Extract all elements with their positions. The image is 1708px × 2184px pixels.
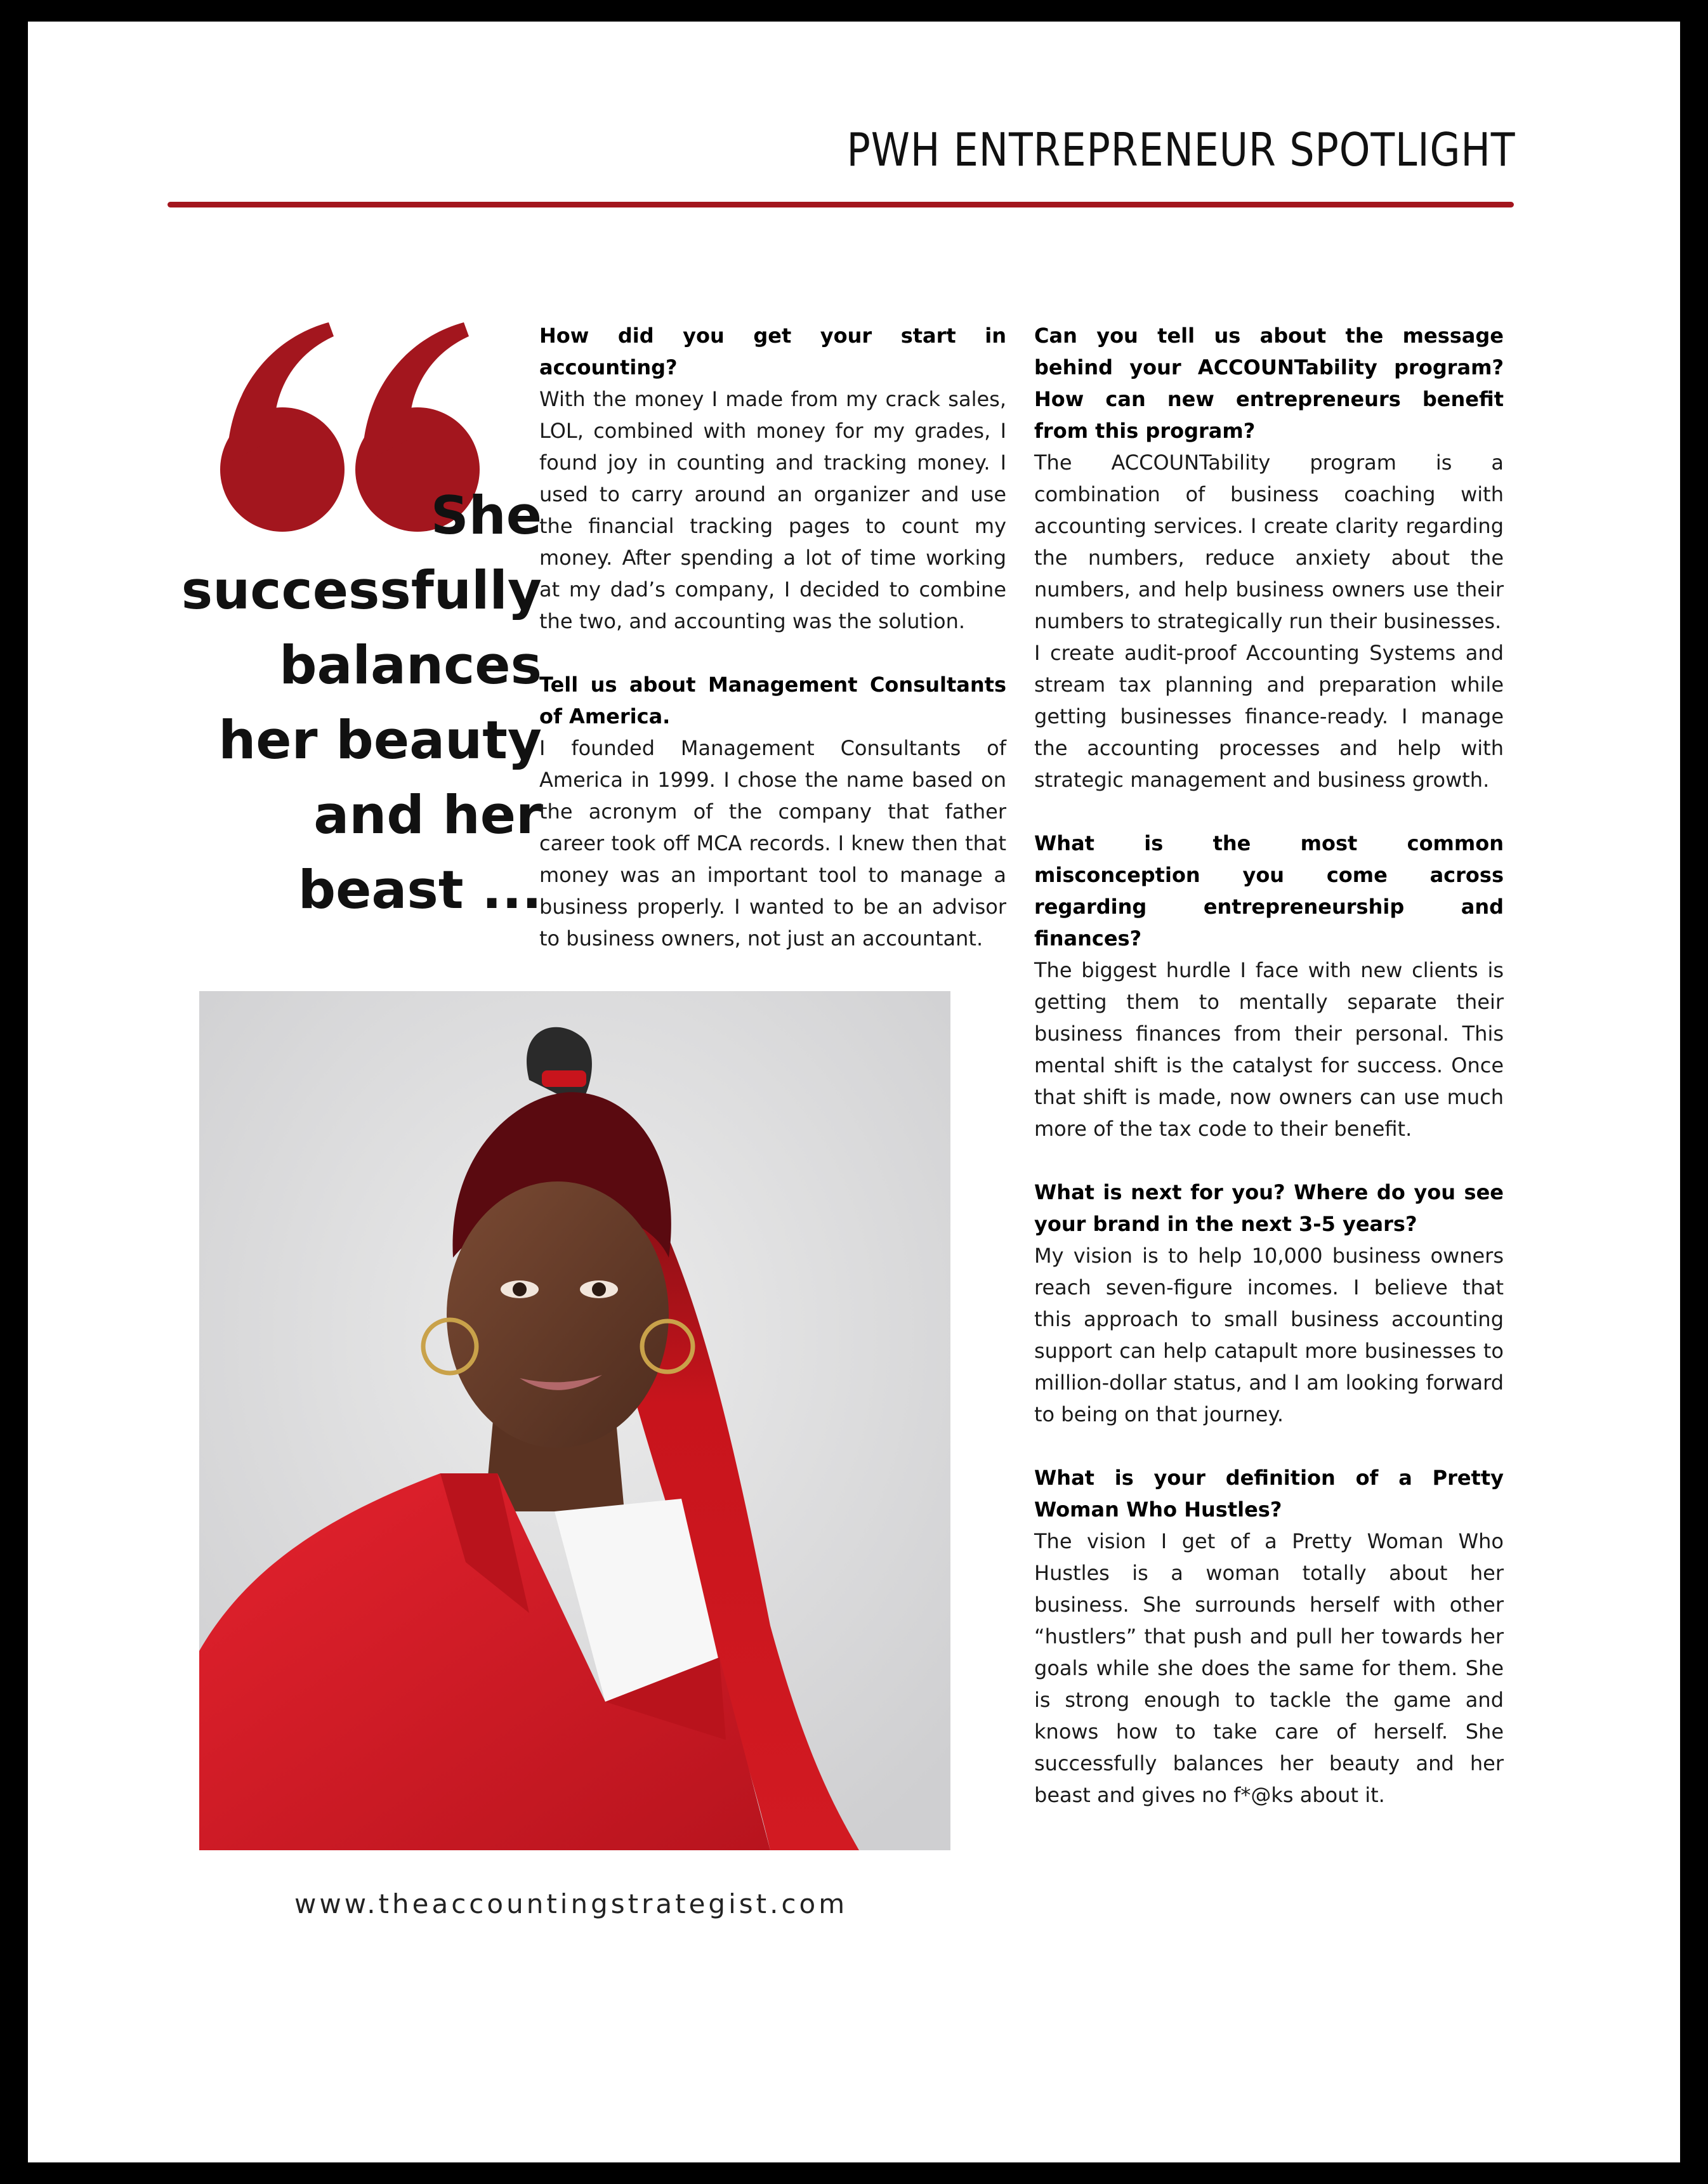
interview-answer: I create audit-proof Accounting Systems and stream tax planning and preparation while getting businesses finance-ready. I manage the accounting processes and help with strategic management and business growth. xyxy=(1034,641,1504,792)
interview-question: Can you tell us about the message behind your ACCOUNTability program? How can new entrepreneurs benefit from this program? xyxy=(1034,324,1504,443)
interview-question: Tell us about Management Consultants of America. xyxy=(539,673,1006,728)
interview-answer: The biggest hurdle I face with new clients is getting them to mentally separate their business finances from their personal. This mental shift is the catalyst for success. Once that shift is made, now owners can use much more of the tax code to their benefit. xyxy=(1034,958,1504,1141)
interview-answer: The vision I get of a Pretty Woman Who Hustles is a woman totally about her business. She surrounds herself with other “hustlers” that push and pull her towards her goals while she does the same for them. She is strong enough to tackle the game and knows how to take care of herself. She successfully balances her beauty and her beast and gives no f*@ks about it. xyxy=(1034,1529,1504,1807)
header-divider xyxy=(168,202,1514,207)
interview-answer: The ACCOUNTability program is a combination of business coaching with accounting services. I create clarity regarding the numbers, reduce anxiety about the numbers, and help business owners use their numbers to strategically run their businesses. xyxy=(1034,451,1504,633)
pull-quote-line: balances xyxy=(279,635,542,696)
interview-question: What is next for you? Where do you see your brand in the next 3-5 years? xyxy=(1034,1180,1504,1236)
pull-quote xyxy=(174,478,542,928)
interview-question: What is your definition of a Pretty Woman Who Hustles? xyxy=(1034,1466,1504,1522)
pull-quote-line: her beauty xyxy=(218,709,542,771)
magazine-page xyxy=(28,22,1680,2162)
interview-column-left xyxy=(539,320,1006,954)
website-url: www.theaccountingstrategist.com xyxy=(294,1888,848,1919)
pull-quote-line: successfully xyxy=(181,560,542,621)
interview-answer: I founded Management Consultants of America in 1999. I chose the name based on the acronym of the company that father career took off MCA records. I knew then that money was an important tool to manage a business properly. I wanted to be an advisor to business owners, not just an accountant. xyxy=(539,736,1006,951)
interview-answer: With the money I made from my crack sales, LOL, combined with money for my grades, I found joy in counting and tracking money. I used to carry around an organizer and use the financial tracking pages to count my money. After spending a lot of time working at my dad’s company, I decided to combine the two, and accounting was the solution. xyxy=(539,387,1006,633)
pull-quote-line: beast ... xyxy=(298,859,542,921)
portrait-photo xyxy=(199,991,950,1850)
interview-question: How did you get your start in accounting? xyxy=(539,324,1006,379)
interview-answer: My vision is to help 10,000 business owners reach seven-figure incomes. I believe that this approach to small business accounting support can help catapult more businesses to million-dollar status, and I am looking forward to being on that journey. xyxy=(1034,1244,1504,1426)
pull-quote-line: and her xyxy=(313,784,542,846)
pull-quote-line: She xyxy=(430,485,542,546)
interview-question: What is the most common misconception you come across regarding entrepreneurship and finances? xyxy=(1034,831,1504,951)
portrait-illustration xyxy=(199,991,950,1850)
interview-column-right xyxy=(1034,320,1504,1811)
section-title: PWH ENTREPRENEUR SPOTLIGHT xyxy=(846,123,1515,176)
